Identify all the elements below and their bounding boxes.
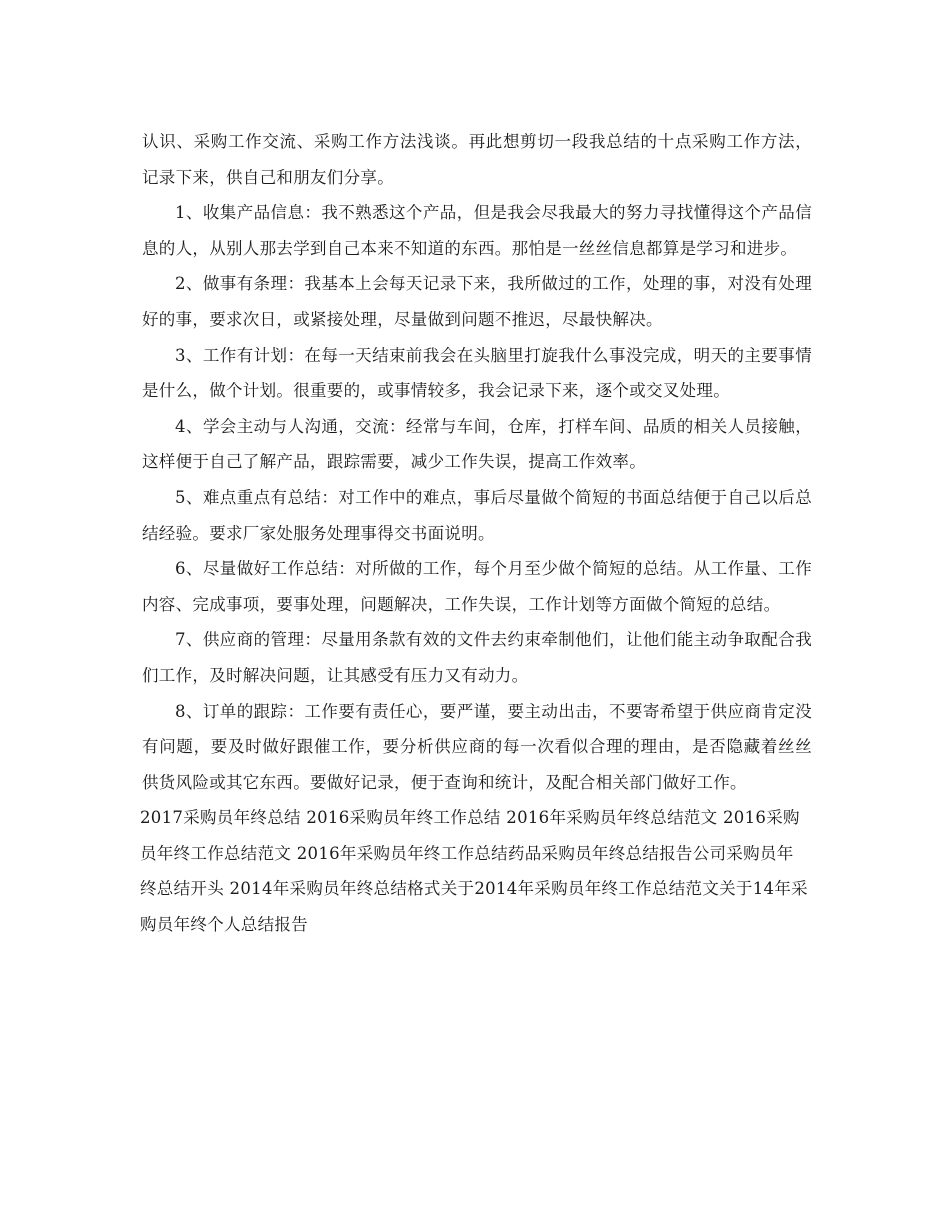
paragraph-item-1: 1、收集产品信息：我不熟悉这个产品，但是我会尽我最大的努力寻找懂得这个产品信息的人，从别人那去学到自己本来不知道的东西。那怕是一丝丝信息都算是学习和进步。 <box>142 203 812 258</box>
paragraph-item-5: 5、难点重点有总结：对工作中的难点，事后尽量做个简短的书面总结便于自己以后总结经验。要求厂家处服务处理事得交书面说明。 <box>142 487 812 543</box>
paragraph-item-8: 8、订单的跟踪：工作要有责任心，要严谨，要主动出击，不要寄希望于供应商肯定没有问题，要及时做好跟催工作，要分析供应商的每一次看似合理的理由，是否隐藏着丝丝供货风险或其它东西。要做好记录，便于查询和统计，及配合相关部门做好工作。 <box>142 701 812 792</box>
paragraph-item-6: 6、尽量做好工作总结：对所做的工作，每个月至少做个简短的总结。从工作量、工作内容、完成事项，要事处理，问题解决，工作失误，工作计划等方面做个简短的总结。 <box>142 559 812 614</box>
related-articles-text: 2017采购员年终总结 2016采购员年终工作总结 2016年采购员年终总结范文 2016采购员年终工作总结范文 2016年采购员年终工作总结药品采购员年终总结报告公司采购员年终总结开头 2014年采购员年终总结格式关于2014年采购员年终工作总结范文关于14年采购员年终个人总结报告 <box>140 808 808 935</box>
document-body <box>142 124 812 943</box>
paragraph-item-7: 7、供应商的管理：尽量用条款有效的文件去约束牵制他们，让他们能主动争取配合我们工作，及时解决问题，让其感受有压力又有动力。 <box>142 630 812 685</box>
paragraph-item-4: 4、学会主动与人沟通，交流：经常与车间，仓库，打样车间、品质的相关人员接触，这样便于自己了解产品，跟踪需要，减少工作失误，提高工作效率。 <box>142 416 812 472</box>
paragraph-item-3: 3、工作有计划：在每一天结束前我会在头脑里打旋我什么事没完成，明天的主要事情是什么，做个计划。很重要的，或事情较多，我会记录下来，逐个或交叉处理。 <box>142 345 812 401</box>
paragraph-item-2: 2、做事有条理：我基本上会每天记录下来，我所做过的工作，处理的事，对没有处理好的事，要求次日，或紧接处理，尽量做到问题不推迟，尽最快解决。 <box>142 274 812 329</box>
paragraph-intro: 认识、采购工作交流、采购工作方法浅谈。再此想剪切一段我总结的十点采购工作方法，记录下来，供自己和朋友们分享。 <box>142 132 812 187</box>
